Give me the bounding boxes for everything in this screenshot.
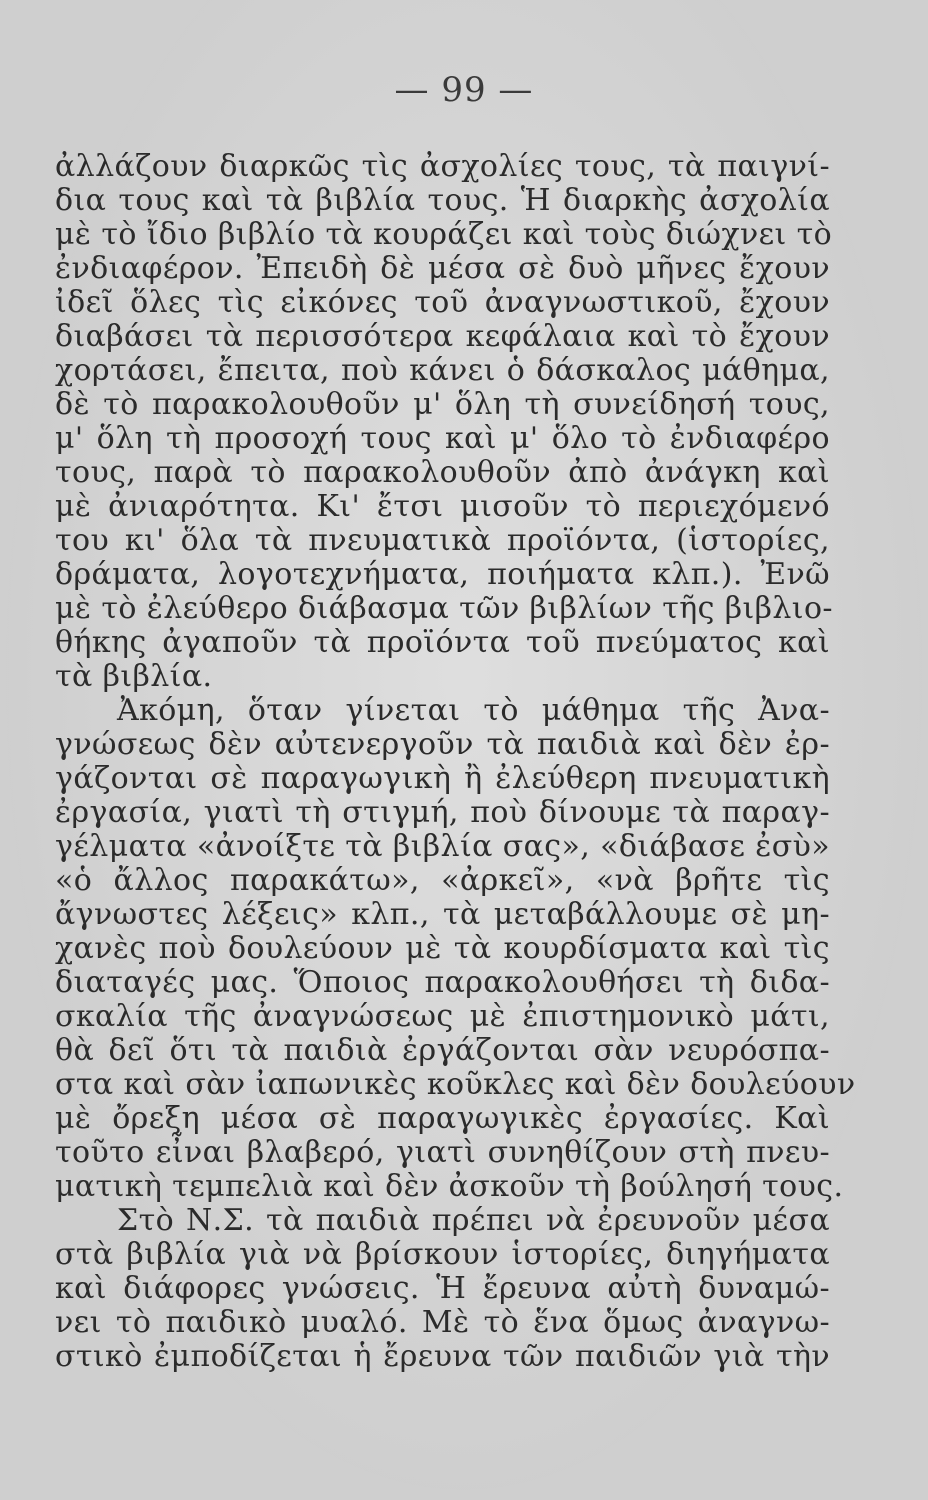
- text-line: «ὁ ἄλλος παρακάτω», «ἀρκεῖ», «νὰ βρῆτε τὶς: [55, 863, 830, 898]
- text-line: σκαλία τῆς ἀναγνώσεως μὲ ἐπιστημονικὸ μάτι,: [55, 999, 830, 1034]
- text-line: θήκης ἀγαποῦν τὰ προϊόντα τοῦ πνεύματος καὶ: [55, 625, 830, 660]
- text-line: ἐνδιαφέρον. Ἐπειδὴ δὲ μέσα σὲ δυὸ μῆνες ἔχουν: [55, 251, 830, 286]
- paragraph-start-line: Στὸ Ν.Σ. τὰ παιδιὰ πρέπει νὰ ἐρευνοῦν μέσα: [117, 1203, 830, 1238]
- text-line: δια τους καὶ τὰ βιβλία τους. Ἡ διαρκὴς ἀσχολία: [55, 183, 830, 218]
- text-line: στα καὶ σὰν ἰαπωνικὲς κοῦκλες καὶ δὲν δουλεύουν: [55, 1067, 856, 1102]
- text-line: μὲ τὸ ἴδιο βιβλίο τὰ κουράζει καὶ τοὺς διώχνει τὸ: [55, 217, 833, 252]
- text-line: χανὲς ποὺ δουλεύουν μὲ τὰ κουρδίσματα καὶ τὶς: [55, 931, 830, 966]
- text-line: γέλματα «ἀνοίξτε τὰ βιβλία σας», «διάβασε ἐσὺ»: [55, 829, 831, 864]
- text-line: γάζονται σὲ παραγωγικὴ ἢ ἐλεύθερη πνευματικὴ: [55, 761, 830, 796]
- text-line: θὰ δεῖ ὅτι τὰ παιδιὰ ἐργάζονται σὰν νευρόσπα-: [55, 1033, 830, 1068]
- paragraph-start-line: Ἀκόμη, ὅταν γίνεται τὸ μάθημα τῆς Ἀνα-: [117, 693, 830, 728]
- text-line: μ' ὅλη τὴ προσοχή τους καὶ μ' ὅλο τὸ ἐνδιαφέρο: [55, 421, 830, 456]
- text-line: στὰ βιβλία γιὰ νὰ βρίσκουν ἱστορίες, διηγήματα: [55, 1237, 830, 1272]
- paragraph-end-line: τὰ βιβλία.: [55, 659, 213, 694]
- text-line: δράματα, λογοτεχνήματα, ποιήματα κλπ.). Ἐνῶ: [55, 557, 830, 592]
- text-line: τους, παρὰ τὸ παρακολουθοῦν ἀπὸ ἀνάγκη καὶ: [55, 455, 830, 490]
- text-line: του κι' ὅλα τὰ πνευματικὰ προϊόντα, (ἱστορίες,: [55, 523, 830, 558]
- text-line: μὲ τὸ ἐλεύθερο διάβασμα τῶν βιβλίων τῆς βιβλιο-: [55, 591, 833, 626]
- text-line: στικὸ ἐμποδίζεται ἡ ἔρευνα τῶν παιδιῶν γιὰ τὴν: [55, 1339, 830, 1374]
- text-line: ἄγνωστες λέξεις» κλπ., τὰ μεταβάλλουμε σὲ μη-: [55, 897, 830, 932]
- text-line: καὶ διάφορες γνώσεις. Ἡ ἔρευνα αὐτὴ δυναμώ-: [55, 1271, 830, 1306]
- text-line: διαβάσει τὰ περισσότερα κεφάλαια καὶ τὸ ἔχουν: [55, 319, 830, 354]
- body-text: [55, 149, 856, 1374]
- text-line: μὲ ἀνιαρότητα. Κι' ἔτσι μισοῦν τὸ περιεχόμενό: [55, 489, 830, 524]
- page-number: — 99 —: [394, 70, 534, 110]
- text-line: νει τὸ παιδικὸ μυαλό. Μὲ τὸ ἕνα ὅμως ἀναγνω-: [55, 1305, 830, 1340]
- text-line: χορτάσει, ἔπειτα, ποὺ κάνει ὁ δάσκαλος μάθημα,: [55, 353, 830, 388]
- text-line: ἰδεῖ ὅλες τὶς εἰκόνες τοῦ ἀναγνωστικοῦ, ἔχουν: [55, 285, 830, 320]
- text-line: ἐργασία, γιατὶ τὴ στιγμή, ποὺ δίνουμε τὰ παραγ-: [55, 795, 830, 830]
- paragraph-end-line: ματικὴ τεμπελιὰ καὶ δὲν ἀσκοῦν τὴ βούλησή τους.: [55, 1169, 844, 1204]
- text-line: ἀλλάζουν διαρκῶς τὶς ἀσχολίες τους, τὰ παιγνί-: [55, 149, 830, 184]
- text-line: διαταγές μας. Ὅποιος παρακολουθήσει τὴ διδα-: [55, 965, 830, 1000]
- text-line: μὲ ὄρεξη μέσα σὲ παραγωγικὲς ἐργασίες. Καὶ: [55, 1101, 830, 1136]
- text-line: δὲ τὸ παρακολουθοῦν μ' ὅλη τὴ συνείδησή τους,: [55, 387, 830, 422]
- text-line: γνώσεως δὲν αὐτενεργοῦν τὰ παιδιὰ καὶ δὲν ἐρ-: [55, 727, 830, 762]
- text-line: τοῦτο εἶναι βλαβερό, γιατὶ συνηθίζουν στὴ πνευ-: [55, 1135, 830, 1170]
